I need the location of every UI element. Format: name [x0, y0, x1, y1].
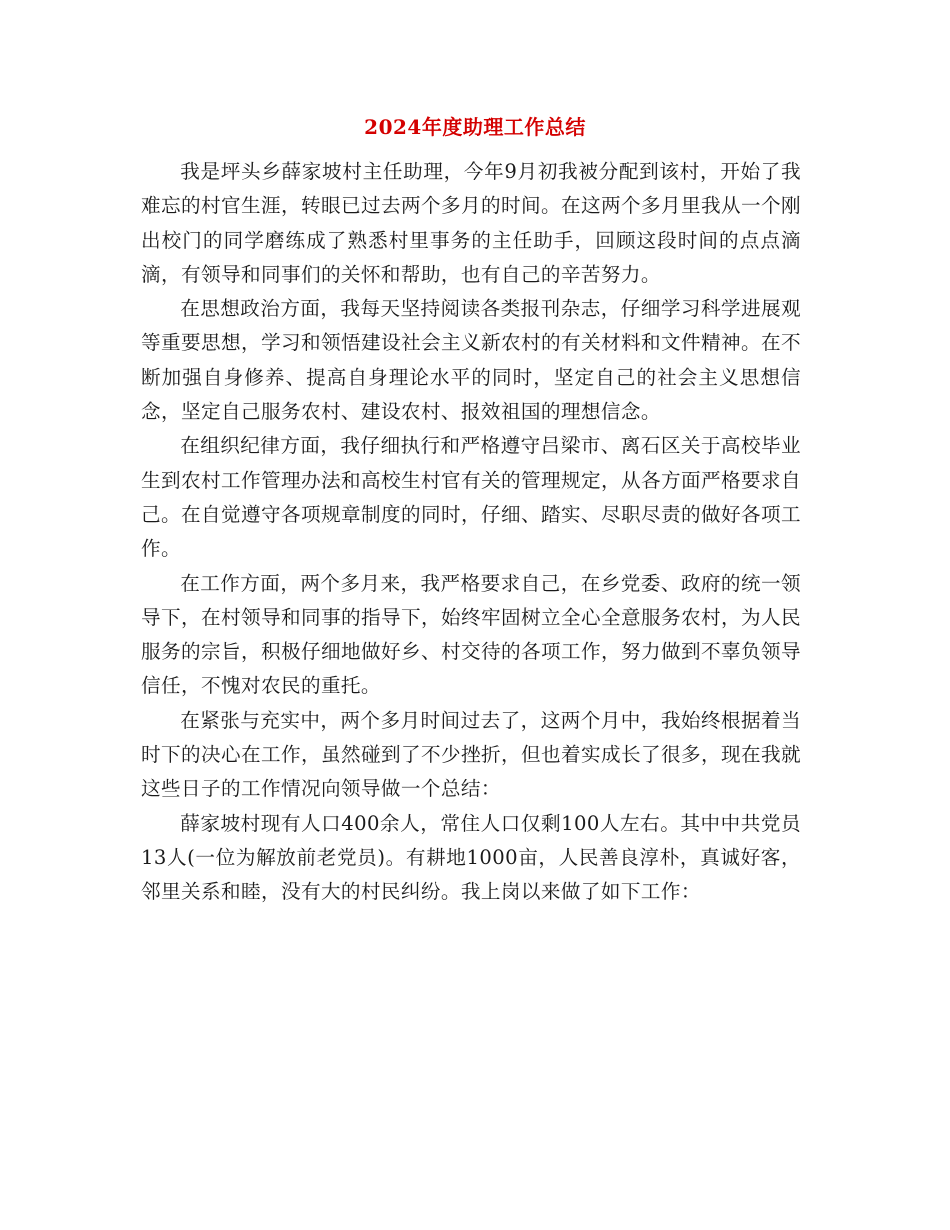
- paragraph-intro: 我是坪头乡薛家坡村主任助理，今年9月初我被分配到该村，开始了我难忘的村官生涯，转眼已过去两个多月的时间。在这两个多月里我从一个刚出校门的同学磨练成了熟悉村里事务的主任助手，回顾这段时间的点点滴滴，有领导和同事们的关怀和帮助，也有自己的辛苦努力。: [141, 160, 801, 286]
- paragraph-village-overview: 薛家坡村现有人口400余人，常住人口仅剩100人左右。其中中共党员13人(一位为解放前老党员)。有耕地1000亩，人民善良淳朴，真诚好客，邻里关系和睦，没有大的村民纠纷。我上岗以来做了如下工作：: [141, 811, 801, 904]
- paragraph-summary-intro: 在紧张与充实中，两个多月时间过去了，这两个月中，我始终根据着当时下的决心在工作，虽然碰到了不少挫折，但也着实成长了很多，现在我就这些日子的工作情况向领导做一个总结：: [141, 708, 801, 801]
- document-body: [141, 155, 801, 910]
- document-title: 2024年度助理工作总结: [364, 115, 586, 139]
- paragraph-political-thought: 在思想政治方面，我每天坚持阅读各类报刊杂志，仔细学习科学进展观等重要思想，学习和领悟建设社会主义新农村的有关材料和文件精神。在不断加强自身修养、提高自身理论水平的同时，坚定自己的社会主义思想信念，坚定自己服务农村、建设农村、报效祖国的理想信念。: [141, 297, 801, 424]
- paragraph-work: 在工作方面，两个多月来，我严格要求自己，在乡党委、政府的统一领导下，在村领导和同事的指导下，始终牢固树立全心全意服务农村，为人民服务的宗旨，积极仔细地做好乡、村交待的各项工作，努力做到不辜负领导信任，不愧对农民的重托。: [141, 571, 801, 698]
- paragraph-discipline: 在组织纪律方面，我仔细执行和严格遵守吕梁市、离石区关于高校毕业生到农村工作管理办法和高校生村官有关的管理规定，从各方面严格要求自己。在自觉遵守各项规章制度的同时，仔细、踏实、尽职尽责的做好各项工作。: [141, 434, 801, 561]
